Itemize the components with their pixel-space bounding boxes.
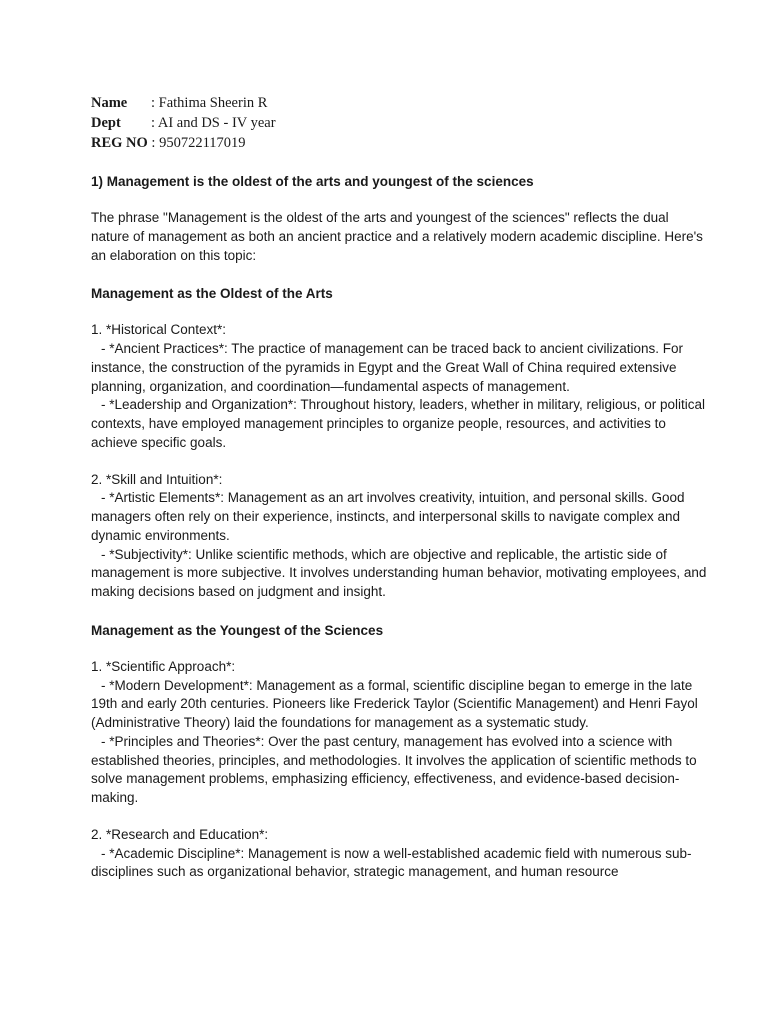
reg-row [91, 133, 708, 153]
arts-point-1-heading: 1. *Historical Context*: [91, 322, 227, 338]
sciences-section-title: Management as the Youngest of the Sciences [91, 622, 384, 638]
sciences-point-2-heading: 2. *Research and Education*: [91, 826, 269, 842]
arts-point-2-bullet-2: - *Subjectivity*: Unlike scientific methods, which are objective and replicable, the artistic side of management is more subjective. It involves understanding human behavior, motivating employees, and making decisions based on judgment and insight. [91, 546, 707, 599]
name-row [91, 93, 708, 113]
question-title: 1) Management is the oldest of the arts and youngest of the sciences [91, 174, 534, 189]
arts-point-2-bullet-1: - *Artistic Elements*: Management as an art involves creativity, intuition, and personal skills. Good managers often rely on their experience, instincts, and interpersonal skills to navigate complex and dynamic environments. [91, 490, 685, 543]
name-label: Name [91, 95, 128, 111]
sciences-point-2-bullet-1: - *Academic Discipline*: Management is now a well-established academic field with numerous sub-disciplines such as organizational behavior, strategic management, and human resource [91, 845, 692, 880]
student-details [91, 93, 708, 153]
arts-point-2-heading: 2. *Skill and Intuition*: [91, 471, 223, 487]
arts-point-1-bullet-2: - *Leadership and Organization*: Throughout history, leaders, whether in military, religious, or political contexts, have employed management principles to organize people, resources, and activities to achieve specific goals. [91, 397, 706, 450]
sciences-point-1-bullet-1: - *Modern Development*: Management as a formal, scientific discipline began to emerge in the late 19th and early 20th centuries. Pioneers like Frederick Taylor (Scientific Management) and Henri Fayol (Administrative Theory) laid the foundations for management as a systematic study. [91, 677, 698, 730]
sciences-point-1-bullet-2: - *Principles and Theories*: Over the past century, management has evolved into a science with established theories, principles, and methodologies. It involves the application of scientific methods to solve management problems, emphasizing efficiency, effectiveness, and evidence-based decision-making. [91, 733, 697, 805]
dept-row [91, 113, 708, 133]
dept-value: : AI and DS - IV year [151, 115, 276, 131]
reg-label: REG NO [91, 135, 148, 151]
name-value: : Fathima Sheerin R [151, 95, 268, 111]
dept-label: Dept [91, 115, 121, 131]
intro-paragraph: The phrase "Management is the oldest of the arts and youngest of the sciences" reflects the dual nature of management as both an ancient practice and a relatively modern academic discipline. Here's an elaboration on this topic: [91, 210, 703, 263]
arts-point-1-bullet-1: - *Ancient Practices*: The practice of management can be traced back to ancient civilizations. For instance, the construction of the pyramids in Egypt and the Great Wall of China required extensive planning, organization, and coordination—fundamental aspects of management. [91, 341, 684, 394]
sciences-point-1-heading: 1. *Scientific Approach*: [91, 658, 236, 674]
reg-value: : 950722117019 [151, 135, 246, 151]
arts-section-title: Management as the Oldest of the Arts [91, 286, 333, 302]
